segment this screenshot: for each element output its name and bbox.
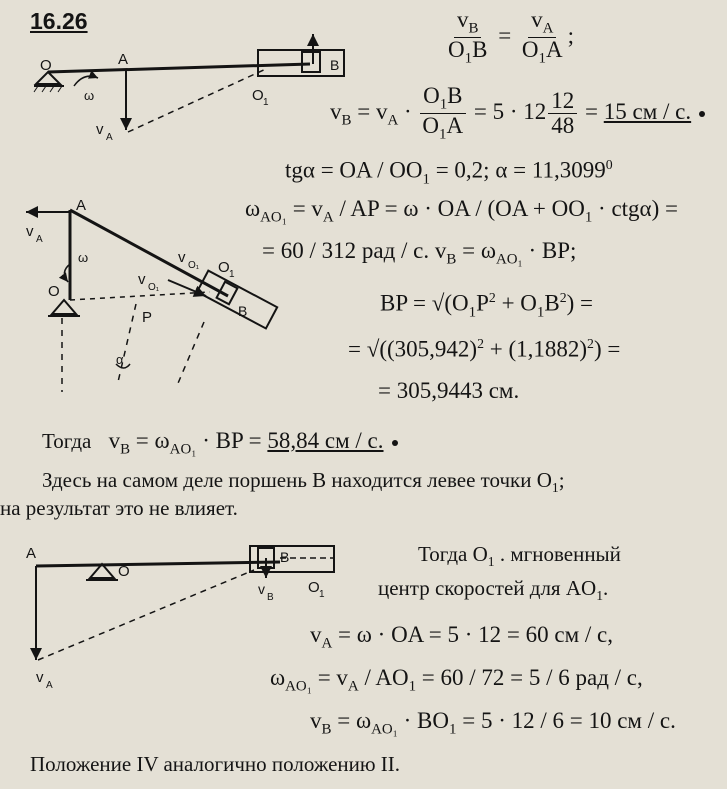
omega-equation-2: = 60 / 312 рад / с. $v_B = \omega_{AO_1}$ · BP;	[262, 238, 577, 268]
label-o: O	[40, 57, 52, 74]
then-equation: Тогда $v_B = \omega_{AO_1}$ · BP = 58,84 см / с.	[42, 428, 398, 459]
label-o1-sub: 1	[319, 589, 325, 600]
remark-line-2: на результат это не влияет.	[0, 496, 238, 520]
diagram-position-2	[18, 192, 288, 402]
label-p: P	[142, 309, 153, 326]
cylinder-body	[197, 271, 277, 329]
label-o: O	[48, 283, 60, 300]
center-text: центр скоростей для $AO_1$.	[378, 576, 609, 604]
label-o1: O	[218, 259, 230, 276]
va-equation-3: $v_A = \omega$ · OA = 5 · 12 = 60 см / с,	[310, 622, 613, 652]
diagram-position-1	[30, 28, 350, 158]
label-vo1-top-sub: O₁	[188, 260, 200, 271]
label-va-sub: A	[106, 132, 113, 143]
label-o1: O	[252, 87, 264, 104]
label-o1-sub: 1	[263, 97, 269, 108]
vb-result-2: 58,84 см / с.	[267, 428, 384, 453]
ground-support-o	[52, 300, 76, 314]
dashed-p	[118, 304, 136, 382]
label-a: A	[26, 545, 37, 562]
vb-equation-3: $v_B = \omega_{AO_1} \cdot BO_1 = 5 \cdot 12 / 6 = 10$ см / с.	[310, 708, 676, 738]
label-a: A	[118, 51, 129, 68]
bp-equation-2: = $√((305,942)^2 + (1,1882)^2)$ =	[348, 336, 621, 362]
label-vo1: v	[138, 271, 146, 288]
label-omega: ω	[84, 88, 95, 103]
dashed-line	[128, 68, 268, 132]
label-vb: v	[258, 581, 265, 597]
label-vb-sub: B	[267, 592, 274, 603]
ratio-equation: $\frac{v_B}{O_1B}$ = $\frac{v_A}{O_1A}$ ;	[448, 7, 575, 67]
bp-equation-1: BP = $√(O_1P^2 + O_1B^2)$ =	[380, 290, 594, 321]
then-o1-text: Тогда $O_1$ . мгновенный	[418, 542, 621, 570]
label-vo1-sub: O₁	[148, 282, 160, 293]
label-alpha: α	[116, 352, 124, 367]
vb-result-1: 15 см / с.	[603, 99, 692, 125]
label-b: B	[280, 549, 290, 565]
bp-equation-3: = 305,9443 см.	[378, 378, 520, 403]
diagram-position-3	[18, 536, 358, 696]
label-va-sub: A	[46, 680, 53, 691]
label-a: A	[76, 197, 87, 214]
footer-text: Положение IV аналогично положению II.	[30, 752, 401, 776]
label-va: v	[36, 669, 44, 686]
label-va: v	[26, 223, 34, 240]
dashed-p2	[176, 322, 204, 388]
label-va: v	[96, 121, 104, 138]
dashed-oo1	[70, 292, 210, 300]
label-b: B	[238, 303, 248, 319]
ground-support-o	[34, 72, 64, 92]
problem-number: 16.26	[30, 8, 88, 34]
label-va-sub: A	[36, 234, 43, 245]
link-ab	[36, 562, 280, 566]
link-ab	[48, 64, 310, 72]
label-o: O	[118, 563, 130, 580]
omega-equation-3: $\omega_{AO_1} = v_A / AO_1 = 60 / 72 = 5 / 6$ рад / с,	[270, 665, 643, 695]
vb-equation-1: $v_B = v_A$ · $\frac{O_1B}{O_1A}$ = 5 · 12 $\frac{12}{48}$ = 15 см / с.	[330, 84, 705, 144]
dashed-line	[38, 570, 254, 660]
omega-equation: $\omega_{AO_1} = v_A$ / AP = ω · OA / $(OA + OO_1 \cdot ctg\alpha)$ =	[245, 196, 678, 226]
remark-line-1: Здесь на самом деле поршень B находится левее точки $O_1$;	[42, 468, 565, 496]
omega-arc	[74, 76, 98, 86]
label-o1-sub: 1	[229, 269, 235, 280]
tg-equation: tgα = OA / $OO_1 = 0,2$; $\alpha = 11,3099^0$	[285, 157, 613, 188]
label-b: B	[330, 57, 340, 73]
label-vo1-top: v	[178, 249, 186, 266]
label-omega: ω	[78, 250, 89, 265]
label-o1: O	[308, 579, 320, 596]
piston-b	[302, 52, 320, 72]
